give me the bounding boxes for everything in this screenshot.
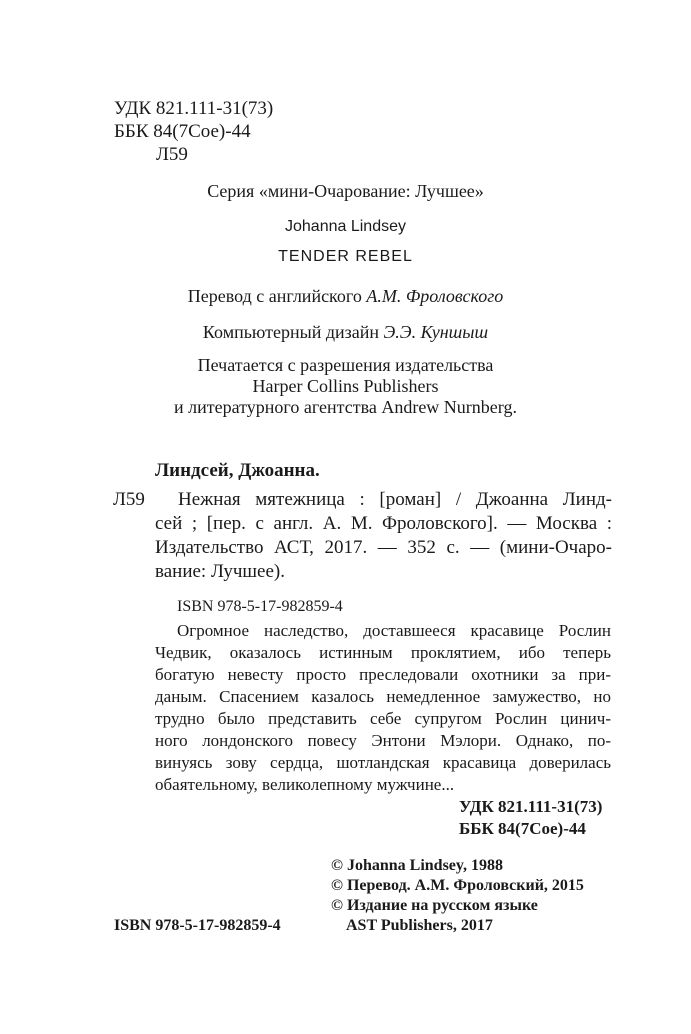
- catalog-line-1: Нежная мятежница : [роман] / Джоанна Линд-: [178, 489, 612, 510]
- annotation-line-3: богатую невесту просто преследовали охотники за при-: [155, 665, 611, 684]
- bbk-code: ББК 84(7Сое)-44: [114, 121, 251, 142]
- copyright-line-4: AST Publishers, 2017: [346, 917, 493, 934]
- permission-line-2: Harper Collins Publishers: [252, 376, 439, 396]
- designer-name: Э.Э. Куншыш: [383, 322, 489, 342]
- design-credit: [0, 322, 691, 343]
- permission-line-3: и литературного агентства Andrew Nurnberg.: [174, 397, 517, 417]
- annotation-line-7: винуясь зову сердца, шотландская красавица доверилась: [155, 753, 611, 772]
- author-mark: Л59: [156, 144, 188, 165]
- annotation-line-6: ного лондонского повесу Энтони Мэлори. Однако, по-: [155, 731, 611, 750]
- catalog-line-3: Издательство АСТ, 2017. — 352 с. — (мини-Очаро-: [155, 537, 612, 558]
- annotation-line-8: обаятельному, великолепному мужчине...: [155, 775, 455, 794]
- catalog-line-2: сей ; [пер. с англ. А. М. Фроловского]. — Москва :: [155, 513, 612, 534]
- permission-line-1: Печатается с разрешения издательства: [197, 355, 494, 375]
- annotation-line-4: даным. Спасением казалось немедленное замужество, но: [155, 687, 611, 706]
- series-line: Серия «мини-Очарование: Лучшее»: [207, 181, 484, 201]
- copyright-line-1: © Johanna Lindsey, 1988: [331, 857, 504, 874]
- copyright-line-2: © Перевод. А.М. Фроловский, 2015: [331, 877, 584, 894]
- annotation-line-2: Чедвик, оказалось истинным проклятием, ибо теперь: [155, 643, 611, 662]
- classification-udk: УДК 821.111-31(73): [459, 797, 603, 816]
- annotation-line-5: трудно было представить себе супругом Рослин цинич-: [155, 709, 611, 728]
- catalog-isbn: ISBN 978-5-17-982859-4: [177, 598, 343, 615]
- footer-isbn: ISBN 978-5-17-982859-4: [114, 917, 281, 934]
- copyright-line-3: © Издание на русском языке: [331, 897, 538, 914]
- translation-prefix: Перевод с английского: [187, 286, 362, 306]
- classification-bbk: ББК 84(7Сое)-44: [459, 819, 586, 838]
- original-title: TENDER REBEL: [278, 248, 413, 265]
- annotation-line-1: Огромное наследство, доставшееся красавице Рослин: [177, 621, 611, 640]
- catalog-line-4: вание: Лучшее).: [155, 561, 285, 582]
- udk-code: УДК 821.111-31(73): [114, 98, 274, 119]
- design-prefix: Компьютерный дизайн: [202, 322, 380, 342]
- catalog-mark: Л59: [113, 489, 145, 510]
- original-author: Johanna Lindsey: [285, 218, 406, 235]
- translator-name: А.М. Фроловского: [366, 286, 504, 306]
- translation-credit: [0, 286, 691, 307]
- catalog-heading: Линдсей, Джоанна.: [155, 460, 320, 481]
